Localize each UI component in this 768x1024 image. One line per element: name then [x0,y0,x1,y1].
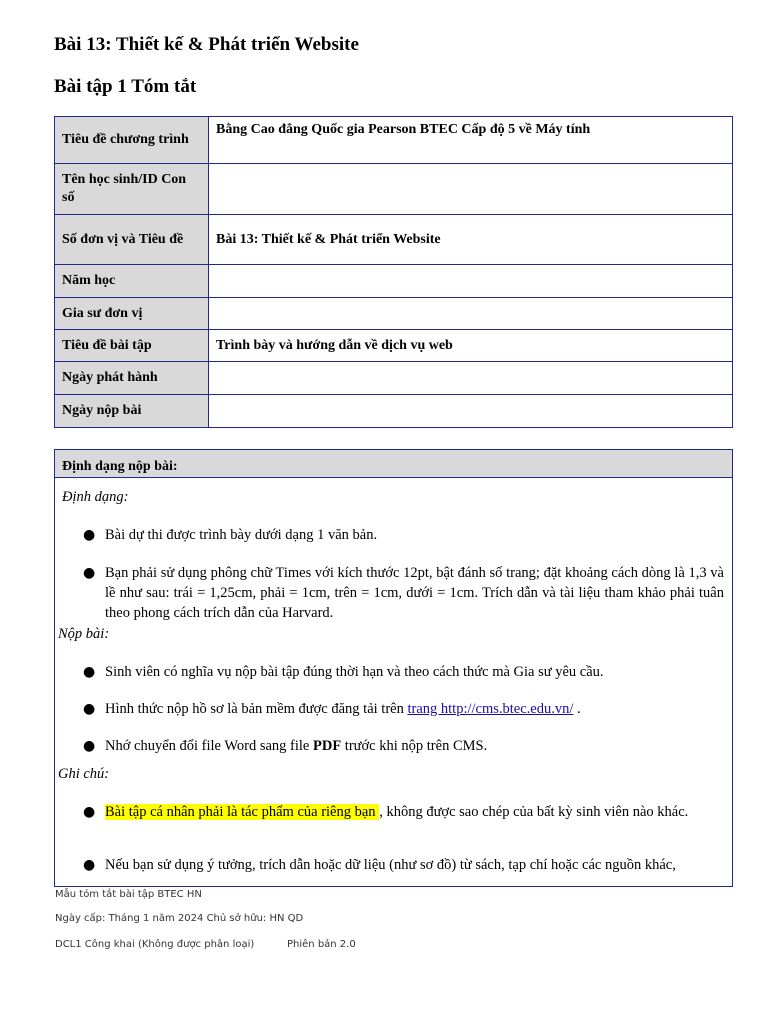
row-value: Trình bày và hướng dẫn về dịch vụ web [209,330,733,362]
table-row [55,395,733,428]
row-value [209,265,733,298]
list-item [83,802,724,822]
row-label: Số đơn vị và Tiêu đề [55,215,209,265]
list-item [83,699,724,719]
row-value: Bài 13: Thiết kế & Phát triển Website [209,215,733,265]
table-row [55,117,733,164]
row-label: Tiêu đề chương trình [55,117,209,164]
bullet-text: Bạn phải sử dụng phông chữ Times với kích thước 12pt, bật đánh số trang; đặt khoảng cách dòng là 1,3 và lề như sau: trái = 1,25cm, phải = 1cm, trên = 1cm, dưới = 1cm. Trích dẫn và tài liệu tham khảo phải tuân theo phong cách trích dẫn của Harvard. [105,565,724,621]
bullet-text: . [573,701,581,717]
list-item [83,736,724,756]
row-label: Tiêu đề bài tập [55,330,209,362]
list-item [83,563,724,623]
bullet-text: Nếu bạn sử dụng ý tưởng, trích dẫn hoặc dữ liệu (như sơ đồ) từ sách, tạp chí hoặc các nguồn khác, [105,857,676,873]
row-label: Ngày phát hành [55,362,209,395]
bullet-text: Hình thức nộp hồ sơ là bản mềm được đăng tải trên [105,701,408,717]
row-label: Năm học [55,265,209,298]
document-title: Bài 13: Thiết kế & Phát triển Website [54,34,359,55]
submit-section-label: Nộp bài: [58,626,110,642]
bullet-text: , không được sao chép của bất kỳ sinh viên nào khác. [379,804,689,820]
row-label: Gia sư đơn vị [55,298,209,330]
table-row [55,298,733,330]
footer-version: Phiên bản 2.0 [287,939,356,950]
table-row [55,330,733,362]
footer-issue-date: Ngày cấp: Tháng 1 năm 2024 Chủ sở hữu: HN QD [55,913,304,924]
footer-classification: DCL1 Công khai (Không được phân loại) [55,939,255,950]
row-value [209,395,733,428]
row-value [209,362,733,395]
document-subtitle: Bài tập 1 Tóm tắt [54,76,197,97]
list-item [83,855,724,875]
bullet-text: Bài dự thi được trình bày dưới dạng 1 văn bản. [105,527,378,543]
row-value [209,164,733,215]
bullet-text: Nhớ chuyển đổi file Word sang file [105,738,313,754]
bullet-text: Sinh viên có nghĩa vụ nộp bài tập đúng thời hạn và theo cách thức mà Gia sư yêu cầu. [105,664,604,680]
row-label: Ngày nộp bài [55,395,209,428]
list-item [83,662,724,682]
table-row [55,362,733,395]
table-row [55,164,733,215]
bullet-text: trước khi nộp trên CMS. [341,738,488,754]
highlighted-text: Bài tập cá nhân phải là tác phẩm của riêng bạn [105,804,380,820]
format-section-label: Định dạng: [62,489,129,505]
list-item [83,525,724,545]
table-row [55,265,733,298]
pdf-emphasis: PDF [312,738,342,754]
summary-table [54,116,733,428]
cms-link[interactable]: trang http://cms.btec.edu.vn/ [407,701,574,717]
row-value: Bằng Cao đẳng Quốc gia Pearson BTEC Cấp độ 5 về Máy tính [209,117,733,164]
submission-format-box [54,449,733,887]
footer-template-name: Mẫu tóm tắt bài tập BTEC HN [55,889,202,900]
row-value [209,298,733,330]
note-section-label: Ghi chú: [58,766,110,782]
table-row [55,215,733,265]
row-label: Tên học sinh/ID Con số [55,164,209,215]
format-box-header: Định dạng nộp bài: [55,450,732,478]
